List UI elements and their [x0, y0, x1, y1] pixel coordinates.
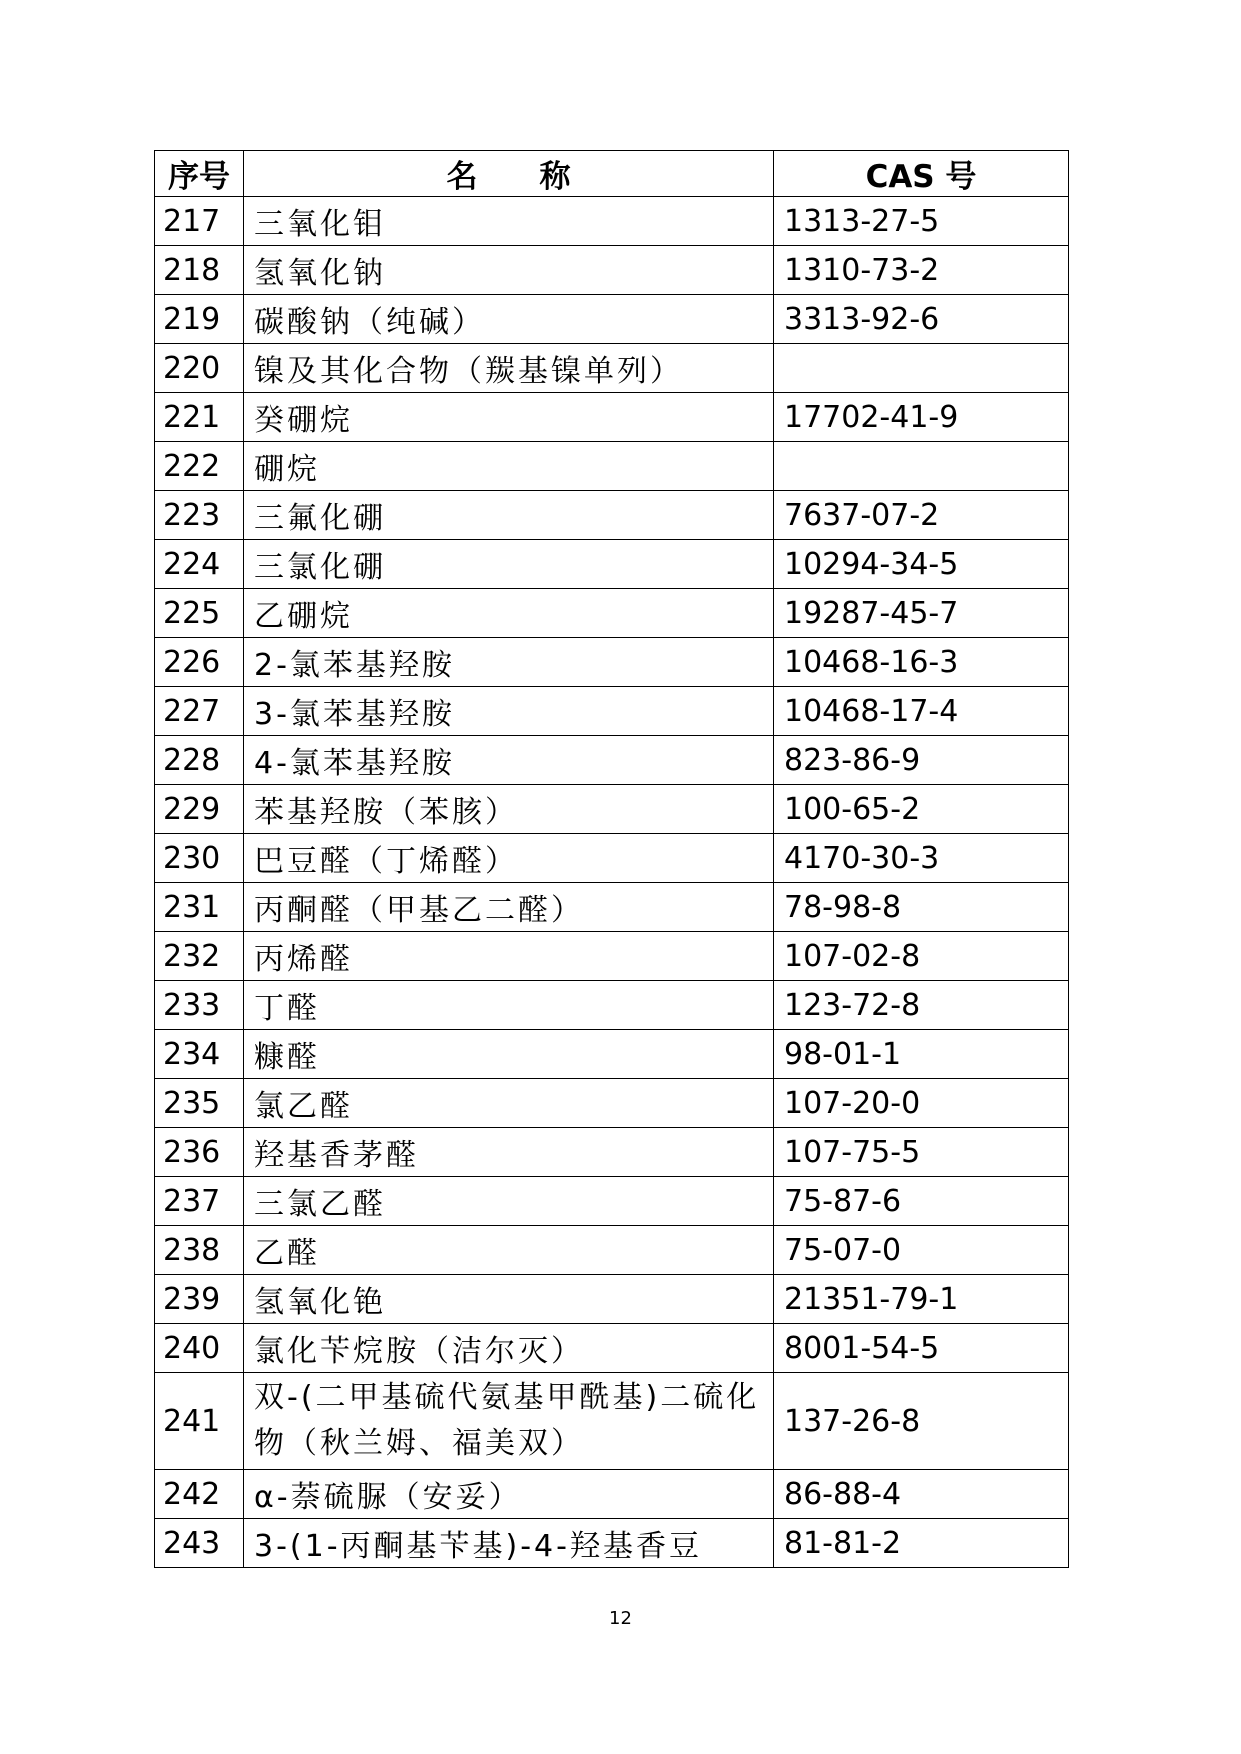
table-row — [155, 344, 1069, 393]
chemical-name-cell: 三氟化硼 — [244, 491, 774, 540]
chemical-name-cell: 2-氯苯基羟胺 — [244, 638, 774, 687]
chemical-name-cell: 丙酮醛（甲基乙二醛） — [244, 883, 774, 932]
cas-number-cell: 823-86-9 — [774, 736, 1069, 785]
chemical-name-cell: 氯化苄烷胺（洁尔灭） — [244, 1324, 774, 1373]
cas-number-cell: 10468-16-3 — [774, 638, 1069, 687]
chemical-name-cell: 镍及其化合物（羰基镍单列） — [244, 344, 774, 393]
cas-number-cell: 86-88-4 — [774, 1470, 1069, 1519]
chemical-name-cell: 氯乙醛 — [244, 1079, 774, 1128]
table-row — [155, 883, 1069, 932]
serial-number-cell: 226 — [155, 638, 244, 687]
serial-number-cell: 224 — [155, 540, 244, 589]
chemical-name-cell: 羟基香茅醛 — [244, 1128, 774, 1177]
chemical-name-cell: 3-(1-丙酮基苄基)-4-羟基香豆 — [244, 1519, 774, 1568]
cas-number-cell: 98-01-1 — [774, 1030, 1069, 1079]
chemical-name-cell: 三氧化钼 — [244, 197, 774, 246]
chemical-name-cell: 双-(二甲基硫代氨基甲酰基)二硫化物（秋兰姆、福美双） — [244, 1373, 774, 1470]
chemical-name-cell: 糠醛 — [244, 1030, 774, 1079]
header-name: 名 称 — [244, 151, 774, 197]
page-number: 12 — [609, 1608, 632, 1629]
cas-number-cell: 10468-17-4 — [774, 687, 1069, 736]
table-row — [155, 491, 1069, 540]
serial-number-cell: 241 — [155, 1373, 244, 1470]
serial-number-cell: 231 — [155, 883, 244, 932]
serial-number-cell: 243 — [155, 1519, 244, 1568]
serial-number-cell: 229 — [155, 785, 244, 834]
table-header — [155, 151, 1069, 197]
table-row — [155, 1079, 1069, 1128]
cas-number-cell: 17702-41-9 — [774, 393, 1069, 442]
table-row — [155, 1275, 1069, 1324]
chemical-name-cell: 乙硼烷 — [244, 589, 774, 638]
cas-number-cell: 8001-54-5 — [774, 1324, 1069, 1373]
header-serial-number: 序号 — [155, 151, 244, 197]
chemical-name-cell: 硼烷 — [244, 442, 774, 491]
serial-number-cell: 240 — [155, 1324, 244, 1373]
cas-number-cell: 4170-30-3 — [774, 834, 1069, 883]
cas-number-cell: 3313-92-6 — [774, 295, 1069, 344]
cas-number-cell: 1310-73-2 — [774, 246, 1069, 295]
cas-number-cell: 81-81-2 — [774, 1519, 1069, 1568]
table-row — [155, 1177, 1069, 1226]
serial-number-cell: 232 — [155, 932, 244, 981]
cas-number-cell: 10294-34-5 — [774, 540, 1069, 589]
table-row — [155, 638, 1069, 687]
cas-number-cell: 137-26-8 — [774, 1373, 1069, 1470]
chemical-name-cell: 氢氧化铯 — [244, 1275, 774, 1324]
cas-number-cell: 107-20-0 — [774, 1079, 1069, 1128]
cas-number-cell — [774, 344, 1069, 393]
table-row — [155, 1373, 1069, 1470]
chemical-name-cell: 三氯化硼 — [244, 540, 774, 589]
chemical-name-cell: 丙烯醛 — [244, 932, 774, 981]
table-row — [155, 1519, 1069, 1568]
table-row — [155, 197, 1069, 246]
chemical-name-cell: 巴豆醛（丁烯醛） — [244, 834, 774, 883]
table-row — [155, 932, 1069, 981]
table-row — [155, 834, 1069, 883]
cas-number-cell: 21351-79-1 — [774, 1275, 1069, 1324]
serial-number-cell: 228 — [155, 736, 244, 785]
table-body — [155, 197, 1069, 1568]
serial-number-cell: 218 — [155, 246, 244, 295]
chemical-name-cell: 苯基羟胺（苯胲） — [244, 785, 774, 834]
table-row — [155, 393, 1069, 442]
serial-number-cell: 223 — [155, 491, 244, 540]
serial-number-cell: 221 — [155, 393, 244, 442]
cas-number-cell: 75-07-0 — [774, 1226, 1069, 1275]
table-row — [155, 1030, 1069, 1079]
table-row — [155, 687, 1069, 736]
cas-number-cell: 7637-07-2 — [774, 491, 1069, 540]
serial-number-cell: 230 — [155, 834, 244, 883]
table-row — [155, 1470, 1069, 1519]
chemical-table — [154, 150, 1069, 1568]
serial-number-cell: 238 — [155, 1226, 244, 1275]
cas-number-cell: 107-02-8 — [774, 932, 1069, 981]
cas-number-cell — [774, 442, 1069, 491]
serial-number-cell: 237 — [155, 1177, 244, 1226]
serial-number-cell: 239 — [155, 1275, 244, 1324]
cas-number-cell: 1313-27-5 — [774, 197, 1069, 246]
table-row — [155, 1324, 1069, 1373]
table-row — [155, 981, 1069, 1030]
cas-number-cell: 78-98-8 — [774, 883, 1069, 932]
chemical-name-cell: 丁醛 — [244, 981, 774, 1030]
serial-number-cell: 235 — [155, 1079, 244, 1128]
table-row — [155, 1226, 1069, 1275]
table-row — [155, 540, 1069, 589]
cas-number-cell: 107-75-5 — [774, 1128, 1069, 1177]
serial-number-cell: 219 — [155, 295, 244, 344]
header-row — [155, 151, 1069, 197]
header-cas-number: CAS 号 — [774, 151, 1069, 197]
table-row — [155, 1128, 1069, 1177]
serial-number-cell: 217 — [155, 197, 244, 246]
table-row — [155, 295, 1069, 344]
chemical-name-cell: 4-氯苯基羟胺 — [244, 736, 774, 785]
chemical-name-cell: 乙醛 — [244, 1226, 774, 1275]
cas-number-cell: 19287-45-7 — [774, 589, 1069, 638]
serial-number-cell: 233 — [155, 981, 244, 1030]
chemical-name-cell: α-萘硫脲（安妥） — [244, 1470, 774, 1519]
table-row — [155, 785, 1069, 834]
serial-number-cell: 242 — [155, 1470, 244, 1519]
table-row — [155, 589, 1069, 638]
table-row — [155, 246, 1069, 295]
serial-number-cell: 222 — [155, 442, 244, 491]
cas-number-cell: 100-65-2 — [774, 785, 1069, 834]
chemical-name-cell: 氢氧化钠 — [244, 246, 774, 295]
table-row — [155, 736, 1069, 785]
chemical-name-cell: 3-氯苯基羟胺 — [244, 687, 774, 736]
serial-number-cell: 234 — [155, 1030, 244, 1079]
cas-number-cell: 75-87-6 — [774, 1177, 1069, 1226]
cas-number-cell: 123-72-8 — [774, 981, 1069, 1030]
serial-number-cell: 220 — [155, 344, 244, 393]
table-row — [155, 442, 1069, 491]
serial-number-cell: 236 — [155, 1128, 244, 1177]
chemical-name-cell: 癸硼烷 — [244, 393, 774, 442]
serial-number-cell: 227 — [155, 687, 244, 736]
chemical-name-cell: 三氯乙醛 — [244, 1177, 774, 1226]
chemical-name-cell: 碳酸钠（纯碱） — [244, 295, 774, 344]
serial-number-cell: 225 — [155, 589, 244, 638]
